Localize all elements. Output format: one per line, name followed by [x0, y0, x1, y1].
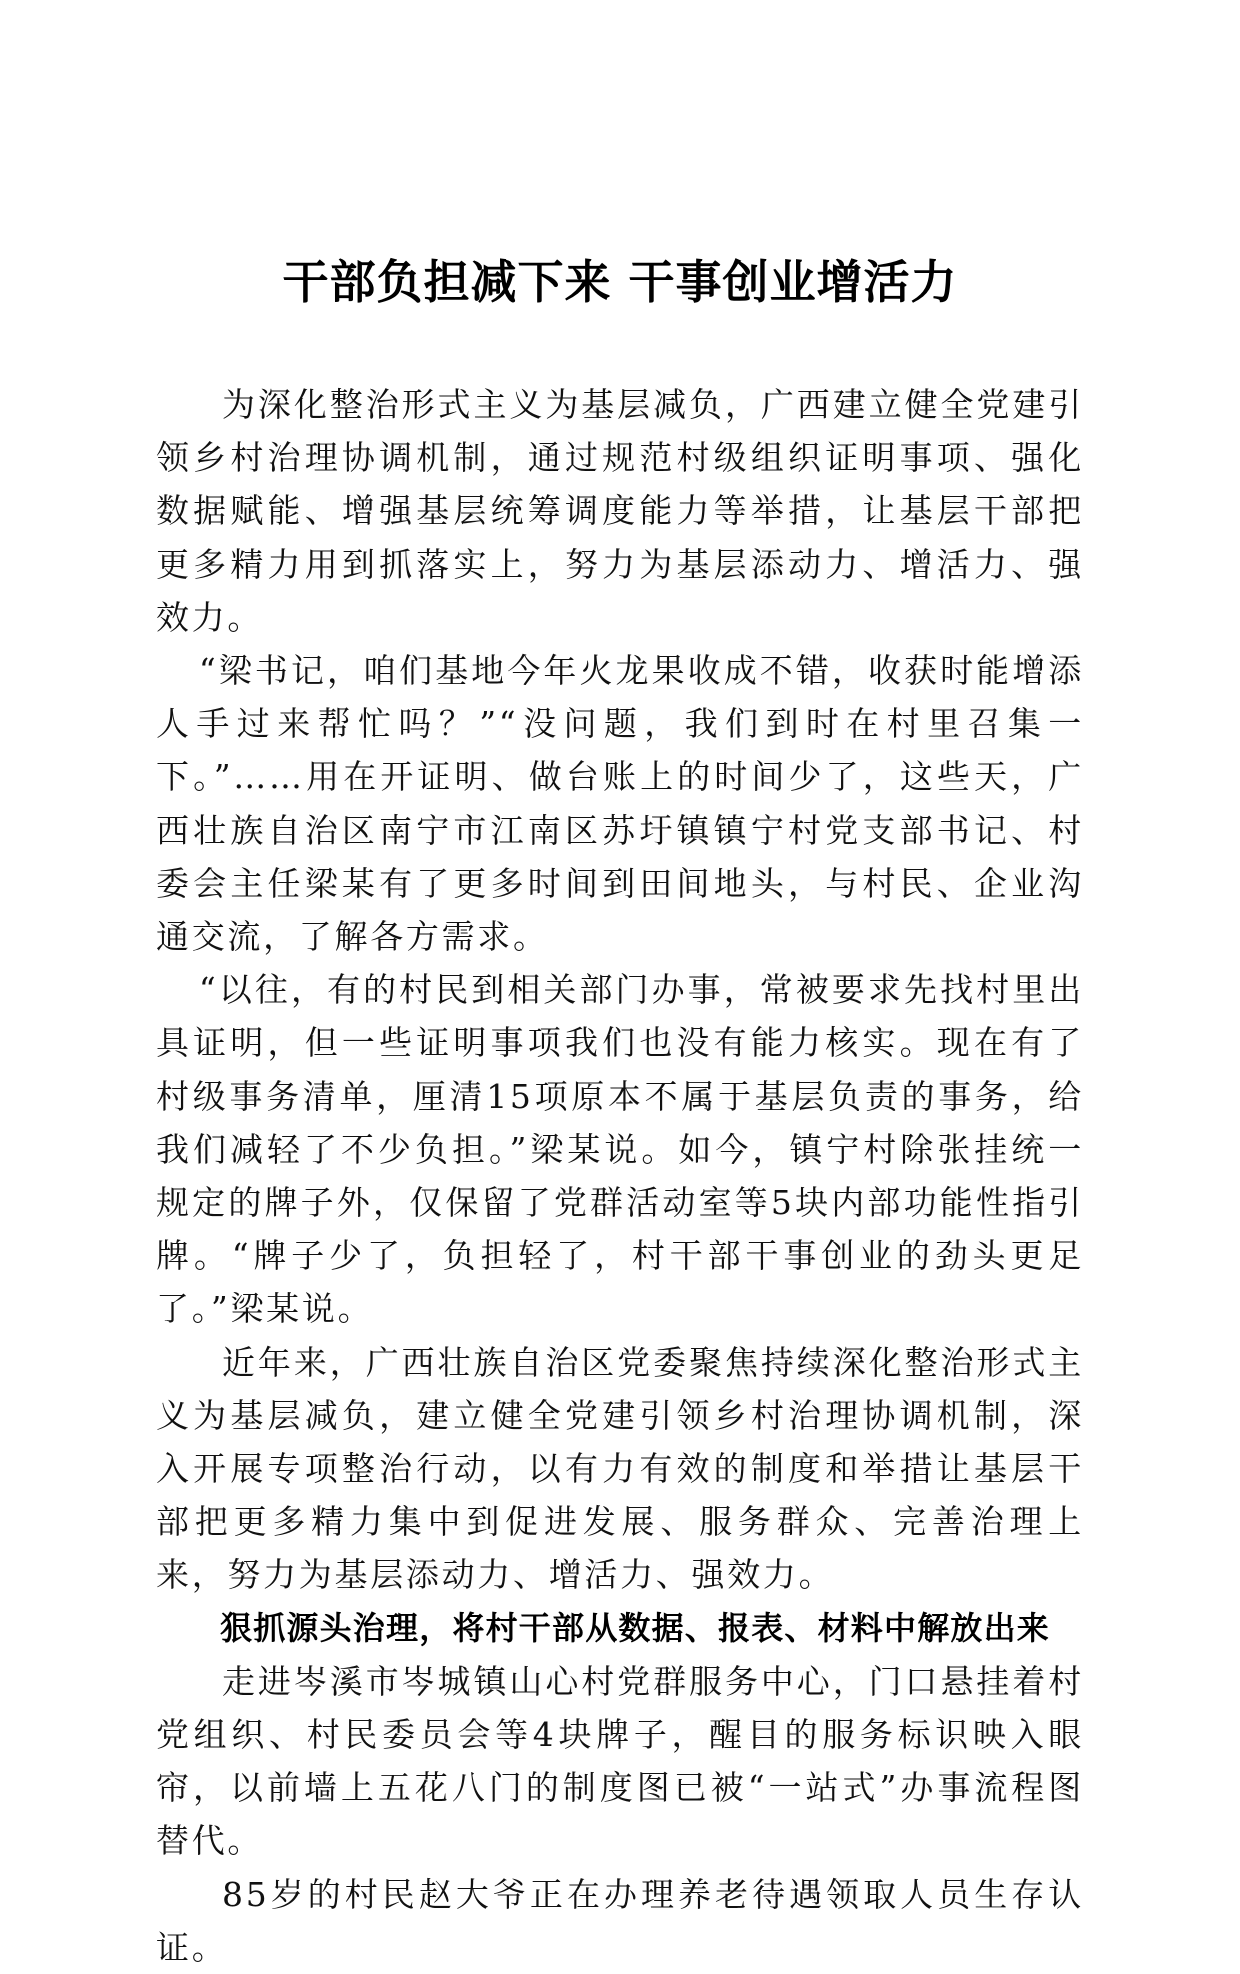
paragraph-service-center: 走进岑溪市岑城镇山心村党群服务中心，门口悬挂着村党组织、村民委员会等4块牌子，醒目的服务标识映入眼帘，以前墙上五花八门的制度图已被“一站式”办事流程图替代。 — [156, 1661, 1084, 1861]
paragraph-dialogue: “梁书记，咱们基地今年火龙果收成不错，收获时能增添人手过来帮忙吗？”“没问题，我们到时在村里召集一下。”……用在开证明、做台账上的时间少了，这些天，广西壮族自治区南宁市江南区苏圩镇镇宁村党支部书记、村委会主任梁某有了更多时间到田间地头，与村民、企业沟通交流，了解各方需求。 — [156, 651, 1084, 957]
paragraph-villager: 85岁的村民赵大爷正在办理养老待遇领取人员生存认证。 — [156, 1874, 1084, 1967]
paragraph-overview: 近年来，广西壮族自治区党委聚焦持续深化整治形式主义为基层减负，建立健全党建引领乡村治理协调机制，深入开展专项整治行动，以有力有效的制度和举措让基层干部把更多精力集中到促进发展、服务群众、完善治理上来，努力为基层添动力、增活力、强效力。 — [156, 1342, 1084, 1595]
article-body — [156, 378, 1084, 1974]
section-heading: 狠抓源头治理，将村干部从数据、报表、材料中解放出来 — [220, 1608, 1051, 1647]
paragraph-quote: “以往，有的村民到相关部门办事，常被要求先找村里出具证明，但一些证明事项我们也没有能力核实。现在有了村级事务清单，厘清15项原本不属于基层负责的事务，给我们减轻了不少负担。”梁某说。如今，镇宁村除张挂统一规定的牌子外，仅保留了党群活动室等5块内部功能性指引牌。“牌子少了，负担轻了，村干部干事创业的劲头更足了。”梁某说。 — [156, 970, 1084, 1329]
paragraph-intro: 为深化整治形式主义为基层减负，广西建立健全党建引领乡村治理协调机制，通过规范村级组织证明事项、强化数据赋能、增强基层统筹调度能力等举措，让基层干部把更多精力用到抓落实上，努力为基层添动力、增活力、强效力。 — [156, 385, 1084, 637]
article-title: 干部负担减下来 干事创业增活力 — [282, 255, 958, 309]
